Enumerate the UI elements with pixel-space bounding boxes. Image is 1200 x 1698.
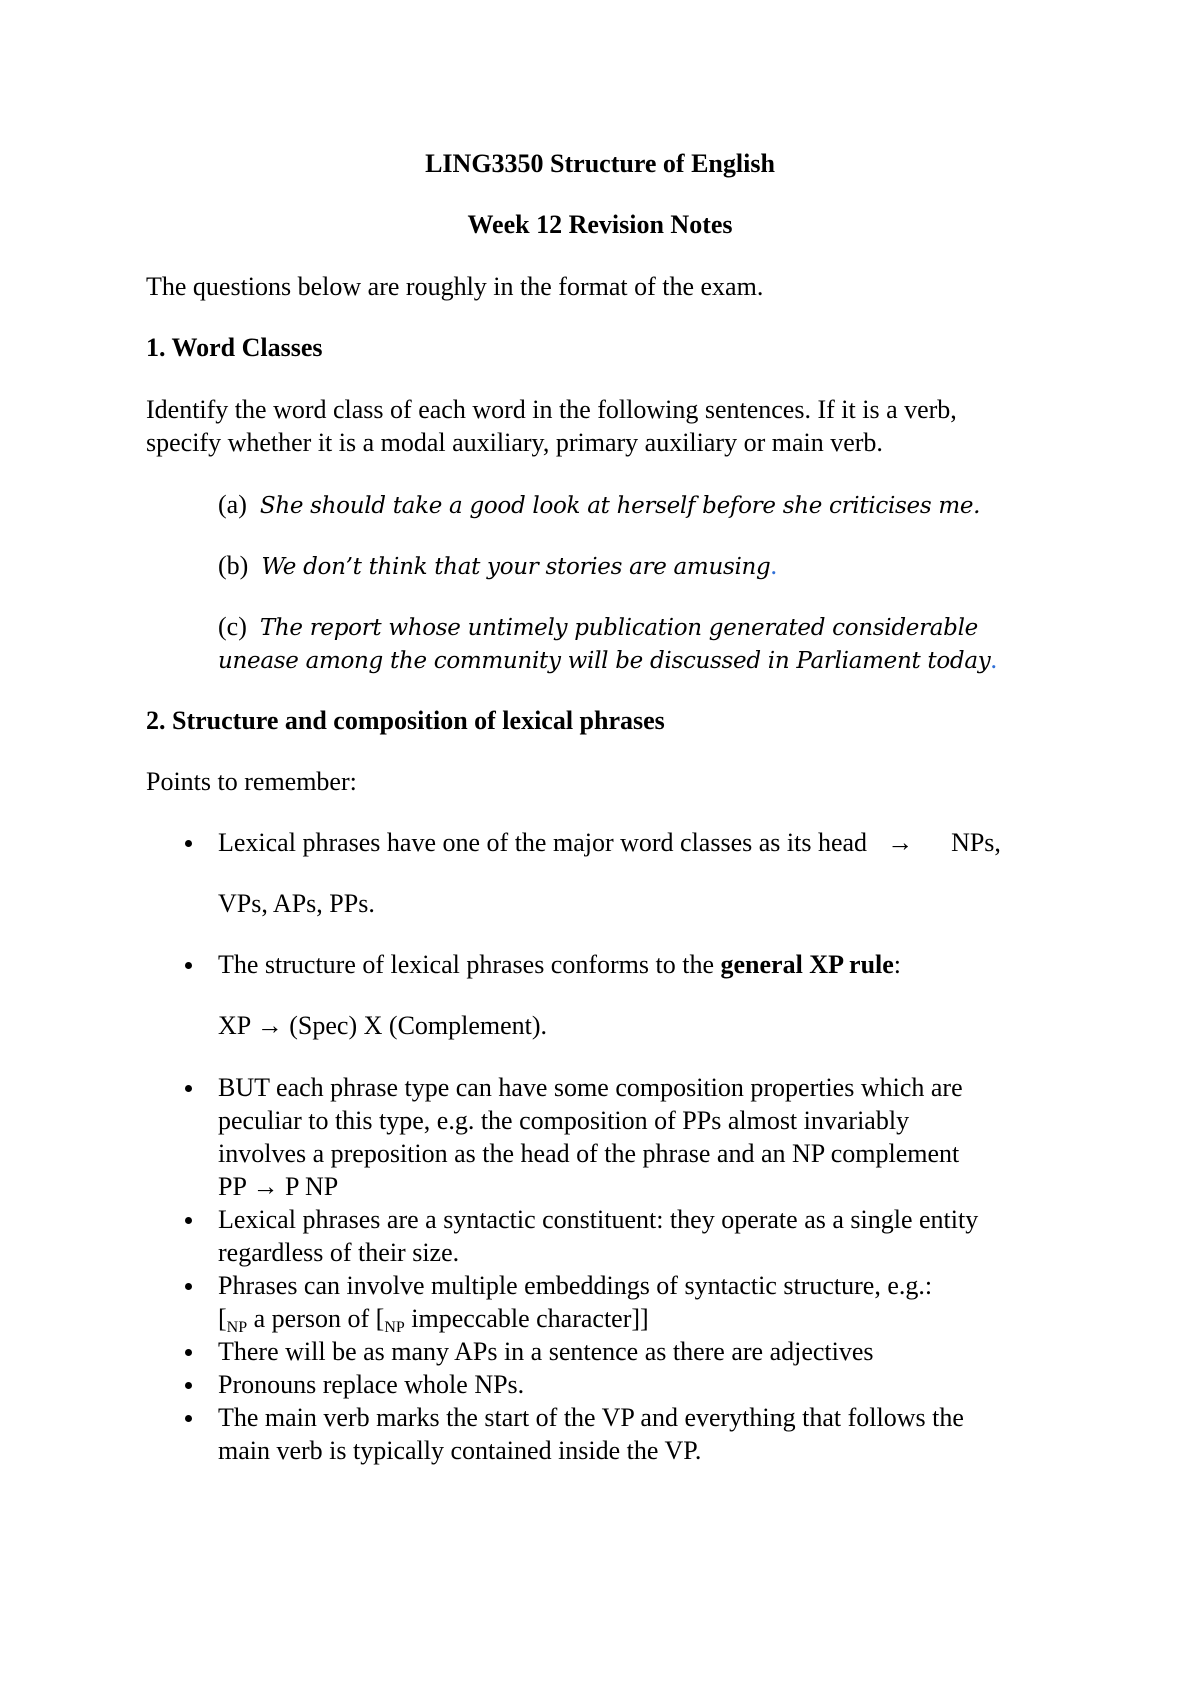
bullet-marker	[185, 1415, 192, 1422]
bullet-marker	[185, 1349, 192, 1356]
bullet7-line: Pronouns replace whole NPs.	[218, 1370, 525, 1399]
bullet3-line1: BUT each phrase type can have some composition properties which are	[218, 1073, 963, 1102]
pp-rule: PP → P NP	[218, 1172, 339, 1201]
bullet1-text: Lexical phrases have one of the major word classes as its head	[218, 828, 868, 857]
bullet-marker	[185, 1217, 192, 1224]
bullet-marker	[185, 962, 192, 969]
points-label: Points to remember:	[146, 767, 357, 796]
example-b-marker: (b)	[218, 551, 249, 580]
bullet-marker	[185, 1085, 192, 1092]
bullet-marker	[185, 1382, 192, 1389]
bullet2-colon: :	[893, 950, 902, 979]
xp-rule: XP → (Spec) X (Complement).	[218, 1011, 548, 1040]
bracket-end: impeccable character]]	[404, 1304, 649, 1333]
bullet1-tail: NPs,	[951, 828, 1001, 857]
bullet2-line1	[218, 948, 901, 981]
bullet1-line1	[218, 826, 1001, 859]
bracketed-example	[218, 1302, 649, 1335]
section1-instruction-line1: Identify the word class of each word in the following sentences. If it is a verb,	[146, 395, 957, 424]
intro-text: The questions below are roughly in the format of the exam.	[146, 272, 764, 301]
bullet-marker	[185, 1283, 192, 1290]
section1-instruction-line2: specify whether it is a modal auxiliary, primary auxiliary or main verb.	[146, 428, 883, 457]
example-c-sentence-cont: unease among the community will be discussed in Parliament today	[218, 648, 991, 674]
example-c-line1	[218, 610, 978, 645]
bullet3-line2: peculiar to this type, e.g. the composition of PPs almost invariably	[218, 1106, 910, 1135]
bullet6-line: There will be as many APs in a sentence as there are adjectives	[218, 1337, 874, 1366]
np-label: NP	[226, 1319, 248, 1336]
bullet3-line3: involves a preposition as the head of the phrase and an NP complement	[218, 1139, 960, 1168]
bullet1-line2: VPs, APs, PPs.	[218, 889, 375, 918]
example-a-marker: (a)	[218, 490, 247, 519]
example-a-sentence: She should take a good look at herself before she criticises me.	[259, 493, 981, 519]
bullet4-line1: Lexical phrases are a syntactic constituent: they operate as a single entity	[218, 1205, 979, 1234]
bullet5-line1: Phrases can involve multiple embeddings of syntactic structure, e.g.:	[218, 1271, 933, 1300]
example-c-line2	[218, 643, 997, 678]
document-title: LING3350 Structure of English	[425, 149, 775, 178]
example-c-marker: (c)	[218, 612, 247, 641]
arrow-symbol: →	[887, 828, 914, 857]
example-b	[218, 549, 777, 584]
bullet8-line1: The main verb marks the start of the VP and everything that follows the	[218, 1403, 964, 1432]
example-a	[218, 488, 980, 523]
example-c-sentence: The report whose untimely publication generated considerable	[259, 615, 978, 641]
np-label: NP	[384, 1319, 405, 1336]
bullet2-bold-term: general XP rule	[720, 950, 894, 979]
bullet-marker	[185, 840, 192, 847]
example-b-sentence: We don’t think that your stories are amusing	[261, 554, 771, 580]
example-b-end: .	[770, 551, 777, 580]
document-subtitle: Week 12 Revision Notes	[467, 210, 733, 239]
bracket-open: [	[218, 1304, 227, 1333]
bullet4-line2: regardless of their size.	[218, 1238, 460, 1267]
section2-heading: 2. Structure and composition of lexical phrases	[146, 706, 665, 735]
section1-heading: 1. Word Classes	[146, 333, 323, 362]
bullet2-text: The structure of lexical phrases conforms to the	[218, 950, 721, 979]
bracket-mid: a person of [	[247, 1304, 385, 1333]
bullet8-line2: main verb is typically contained inside the VP.	[218, 1436, 702, 1465]
example-c-end: .	[990, 645, 997, 674]
